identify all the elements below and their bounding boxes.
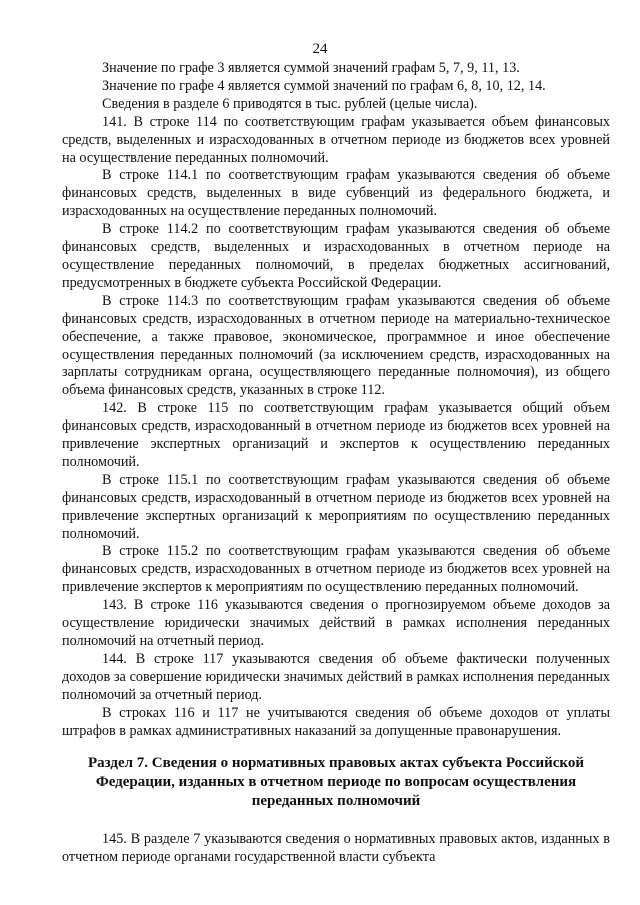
paragraph: Значение по графе 3 является суммой значений графам 5, 7, 9, 11, 13. [102, 60, 520, 76]
paragraph: Сведения в разделе 6 приводятся в тыс. рублей (целые числа). [102, 95, 478, 112]
document-body [62, 60, 610, 867]
paragraph: 144. В строке 117 указываются сведения об объеме фактически полученных доходов за совершение юридически значимых действий в рамках исполнения переданных полномочий за отчетный период. [62, 650, 610, 703]
section-heading-line: Федерации, изданных в отчетном периоде по вопросам осуществления [95, 774, 577, 791]
section-heading [62, 754, 610, 811]
paragraph: В строке 114.2 по соответствующим графам указываются сведения об объеме финансовых средств, выделенных и израсходованных в отчетном периоде на осуществление переданных полномочий, в пределах бюджетных ассигнований, предусмотренных в бюджете субъекта Российской Федерации. [62, 221, 610, 291]
section-heading-line: Раздел 7. Сведения о нормативных правовых актах субъекта Российской [87, 755, 585, 772]
section-heading-line: переданных полномочий [251, 793, 421, 810]
paragraph: Значение по графе 4 является суммой значений по графам 6, 8, 10, 12, 14. [102, 77, 546, 94]
paragraph: 145. В разделе 7 указываются сведения о нормативных правовых актов, изданных в отчетном периоде органами государственной власти субъекта [62, 831, 610, 866]
paragraph: 141. В строке 114 по соответствующим графам указывается объем финансовых средств, выделенных и израсходованных в отчетном периоде из бюджетов всех уровней на осуществление переданных полномочий. [62, 113, 610, 166]
paragraph: 142. В строке 115 по соответствующим графам указывается общий объем финансовых средств, израсходованный в отчетном периоде из бюджетов всех уровней на привлечение экспертных организаций и экспертов к осуществлению переданных полномочий. [62, 400, 610, 470]
paragraph: В строке 114.1 по соответствующим графам указываются сведения об объеме финансовых средств, выделенных в виде субвенций из федерального бюджета, и израсходованных на осуществление переданных полномочий. [62, 167, 610, 220]
paragraph: 143. В строке 116 указываются сведения о прогнозируемом объеме доходов за осуществление юридически значимых действий в рамках исполнения переданных полномочий на отчетный период. [62, 597, 610, 649]
paragraph: В строке 114.3 по соответствующим графам указываются сведения об объеме финансовых средств, израсходованных в отчетном периоде на материально-техническое обеспечение, а также правовое, экономическое, программное и иное обеспечение осуществления переданных полномочий (за исключением средств, израсходованных на зарплаты сотрудникам органа, осуществляющего переданные полномочия), из общего объема финансовых средств, указанных в строке 112. [62, 292, 610, 399]
page-number: 24 [312, 41, 328, 57]
paragraph: В строках 116 и 117 не учитываются сведения об объеме доходов от уплаты штрафов в рамках административных наказаний за допущенные правонарушения. [62, 704, 610, 739]
paragraph: В строке 115.1 по соответствующим графам указываются сведения об объеме финансовых средств, израсходованный в отчетном периоде из бюджетов всех уровней на привлечение экспертных организаций к мероприятиям по осуществлению переданных полномочий. [62, 471, 610, 542]
paragraph: В строке 115.2 по соответствующим графам указываются сведения об объеме финансовых средств, израсходованных в отчетном периоде из бюджетов всех уровней на привлечение экспертов к мероприятиям по осуществлению переданных полномочий. [62, 543, 610, 596]
